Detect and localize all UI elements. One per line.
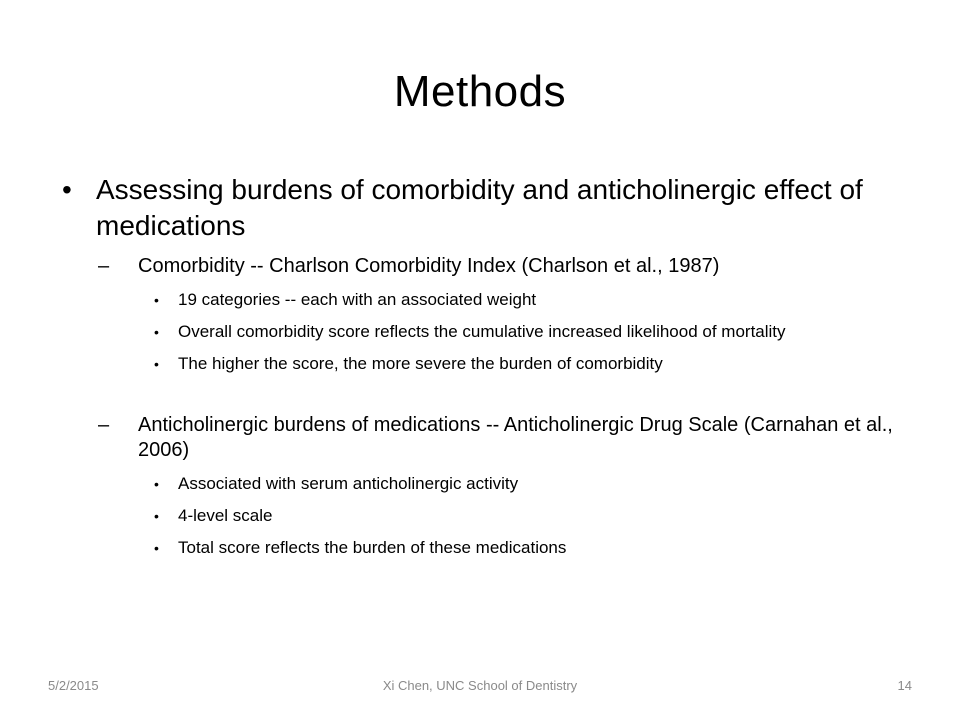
spacer bbox=[56, 375, 916, 403]
bullet-icon: • bbox=[154, 540, 159, 556]
footer-date: 5/2/2015 bbox=[48, 678, 99, 693]
footer-page-number: 14 bbox=[897, 678, 912, 693]
bullet-text: Overall comorbidity score reflects the cumulative increased likelihood of mortality bbox=[178, 322, 786, 341]
slide-title: Methods bbox=[393, 67, 567, 116]
bullet-level2 bbox=[56, 254, 916, 279]
bullet-icon: • bbox=[154, 324, 159, 340]
slide-body bbox=[56, 172, 916, 559]
bullet-icon: • bbox=[154, 476, 159, 492]
bullet-level3 bbox=[56, 353, 916, 375]
bullet-level3 bbox=[56, 537, 916, 559]
bullet-level3 bbox=[56, 289, 916, 311]
bullet-text: The higher the score, the more severe the burden of comorbidity bbox=[178, 354, 663, 373]
bullet-icon: • bbox=[154, 356, 159, 372]
footer-author: Xi Chen, UNC School of Dentistry bbox=[382, 678, 578, 693]
dash-icon: – bbox=[98, 255, 110, 277]
bullet-icon: • bbox=[154, 508, 159, 524]
bullet-level3 bbox=[56, 321, 916, 343]
bullet-text: Assessing burdens of comorbidity and anticholinergic effect of medications bbox=[96, 174, 863, 241]
dash-icon: – bbox=[98, 414, 110, 436]
bullet-level1 bbox=[56, 172, 916, 244]
bullet-text: Associated with serum anticholinergic activity bbox=[178, 474, 519, 493]
bullet-text: Comorbidity -- Charlson Comorbidity Index (Charlson et al., 1987) bbox=[138, 255, 720, 277]
bullet-icon: • bbox=[62, 174, 72, 205]
bullet-text: Anticholinergic burdens of medications -- Anticholinergic Drug Scale (Carnahan et al., 2006) bbox=[138, 414, 893, 461]
bullet-level3 bbox=[56, 505, 916, 527]
bullet-text: 19 categories -- each with an associated weight bbox=[178, 290, 537, 309]
bullet-text: Total score reflects the burden of these medications bbox=[178, 538, 567, 557]
bullet-text: 4-level scale bbox=[178, 506, 273, 525]
bullet-icon: • bbox=[154, 292, 159, 308]
bullet-level3 bbox=[56, 473, 916, 495]
bullet-level2 bbox=[56, 413, 916, 463]
